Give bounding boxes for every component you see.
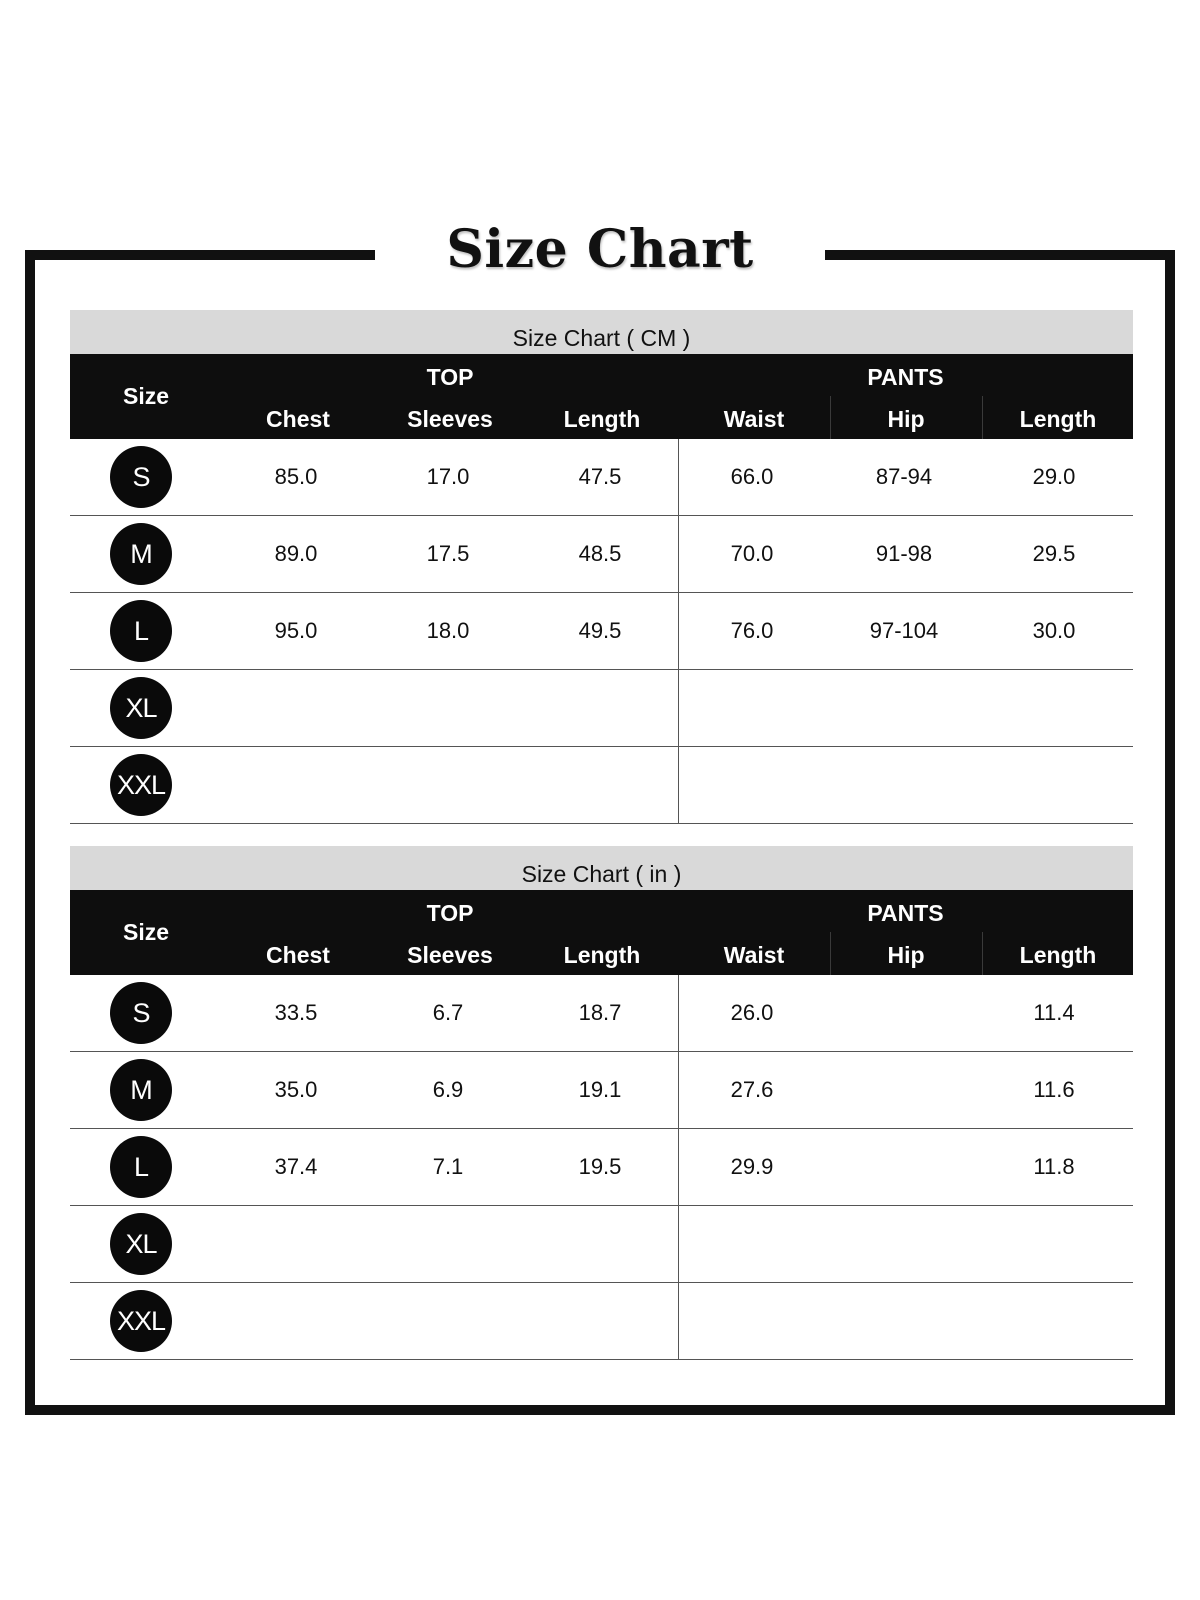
table-cell	[220, 670, 372, 746]
table-cell	[524, 747, 676, 823]
table-cell: 6.7	[432, 1000, 464, 1025]
table-header	[70, 354, 1133, 439]
table-cell: 95.0	[274, 618, 318, 643]
table-cell: 97-104	[869, 618, 939, 643]
table-cell: 17.5	[426, 541, 470, 566]
table-cell	[524, 1283, 676, 1359]
table-cell	[978, 1283, 1130, 1359]
header-divider	[982, 932, 983, 975]
table-cell: 17.0	[426, 464, 470, 489]
table-cell	[676, 1283, 828, 1359]
header-sleeves: Sleeves	[407, 406, 493, 432]
table-cell	[978, 670, 1130, 746]
table-cell	[372, 670, 524, 746]
table-cell: 6.9	[432, 1077, 464, 1102]
header-chest: Chest	[266, 406, 330, 432]
table-row	[70, 1052, 1133, 1129]
table-cell	[220, 1206, 372, 1282]
table-cell: 29.0	[1032, 464, 1076, 489]
table-cell	[828, 1052, 980, 1128]
header-chest: Chest	[266, 942, 330, 968]
size-table-in	[70, 846, 1133, 1360]
header-top-group: TOP	[426, 900, 474, 926]
table-cell: 35.0	[274, 1077, 318, 1102]
table-cell	[978, 747, 1130, 823]
table-cell	[676, 670, 828, 746]
table-row	[70, 516, 1133, 593]
table-cell: 18.7	[578, 1000, 622, 1025]
table-cell: 87-94	[875, 464, 933, 489]
table-cell	[676, 747, 828, 823]
table-cell: 76.0	[730, 618, 774, 643]
size-badge: L	[110, 1136, 172, 1198]
table-cell	[524, 670, 676, 746]
table-cell	[978, 1206, 1130, 1282]
table-cell	[372, 747, 524, 823]
header-sleeves: Sleeves	[407, 942, 493, 968]
header-pants-group: PANTS	[867, 364, 944, 390]
table-cell: 37.4	[274, 1154, 318, 1179]
table-cell	[828, 747, 980, 823]
table-row	[70, 1129, 1133, 1206]
table-body	[70, 975, 1133, 1360]
table-row	[70, 975, 1133, 1052]
table-row	[70, 439, 1133, 516]
table-cell	[524, 1206, 676, 1282]
size-badge: L	[110, 600, 172, 662]
table-cell	[828, 975, 980, 1051]
table-caption: Size Chart ( CM )	[70, 310, 1133, 354]
table-caption: Size Chart ( in )	[70, 846, 1133, 890]
header-waist: Waist	[723, 406, 785, 432]
size-badge: XXL	[110, 754, 172, 816]
table-body	[70, 439, 1133, 824]
table-cell: 18.0	[426, 618, 470, 643]
table-cell	[828, 1129, 980, 1205]
header-pants-length: Length	[1019, 406, 1097, 432]
table-cell: 47.5	[578, 464, 622, 489]
table-cell: 91-98	[875, 541, 933, 566]
table-cell: 89.0	[274, 541, 318, 566]
table-cell: 19.5	[578, 1154, 622, 1179]
table-cell: 11.8	[1033, 1154, 1075, 1179]
table-cell: 70.0	[730, 541, 774, 566]
table-row	[70, 670, 1133, 747]
table-cell: 11.6	[1033, 1077, 1075, 1102]
size-table-cm	[70, 310, 1133, 824]
header-divider	[982, 396, 983, 439]
header-hip: Hip	[887, 942, 925, 968]
page-title: Size Chart	[375, 205, 825, 295]
header-hip: Hip	[887, 406, 925, 432]
table-cell: 19.1	[578, 1077, 622, 1102]
header-size: Size	[122, 919, 170, 945]
table-row	[70, 593, 1133, 670]
table-row	[70, 1206, 1133, 1283]
table-row	[70, 747, 1133, 824]
size-badge: XL	[110, 677, 172, 739]
table-cell: 33.5	[274, 1000, 318, 1025]
size-badge: S	[110, 982, 172, 1044]
header-size: Size	[122, 383, 170, 409]
table-cell: 48.5	[578, 541, 622, 566]
header-waist: Waist	[723, 942, 785, 968]
table-cell: 30.0	[1032, 618, 1076, 643]
table-cell	[372, 1206, 524, 1282]
table-cell: 26.0	[730, 1000, 774, 1025]
table-cell: 7.1	[432, 1154, 464, 1179]
table-header	[70, 890, 1133, 975]
header-top-length: Length	[563, 406, 641, 432]
table-cell: 29.5	[1032, 541, 1076, 566]
table-cell	[372, 1283, 524, 1359]
table-cell	[676, 1206, 828, 1282]
header-pants-group: PANTS	[867, 900, 944, 926]
header-pants-length: Length	[1019, 942, 1097, 968]
table-cell: 29.9	[730, 1154, 774, 1179]
table-cell: 11.4	[1033, 1000, 1075, 1025]
header-top-length: Length	[563, 942, 641, 968]
header-top-group: TOP	[426, 364, 474, 390]
table-cell: 27.6	[730, 1077, 774, 1102]
table-cell: 66.0	[730, 464, 774, 489]
table-cell	[220, 747, 372, 823]
size-badge: XL	[110, 1213, 172, 1275]
size-badge: XXL	[110, 1290, 172, 1352]
table-cell	[828, 1206, 980, 1282]
table-cell	[828, 1283, 980, 1359]
table-cell: 85.0	[274, 464, 318, 489]
table-cell	[828, 670, 980, 746]
header-divider	[830, 396, 831, 439]
table-cell: 49.5	[578, 618, 622, 643]
size-badge: M	[110, 1059, 172, 1121]
size-badge: S	[110, 446, 172, 508]
header-divider	[830, 932, 831, 975]
table-cell	[220, 1283, 372, 1359]
size-badge: M	[110, 523, 172, 585]
table-row	[70, 1283, 1133, 1360]
